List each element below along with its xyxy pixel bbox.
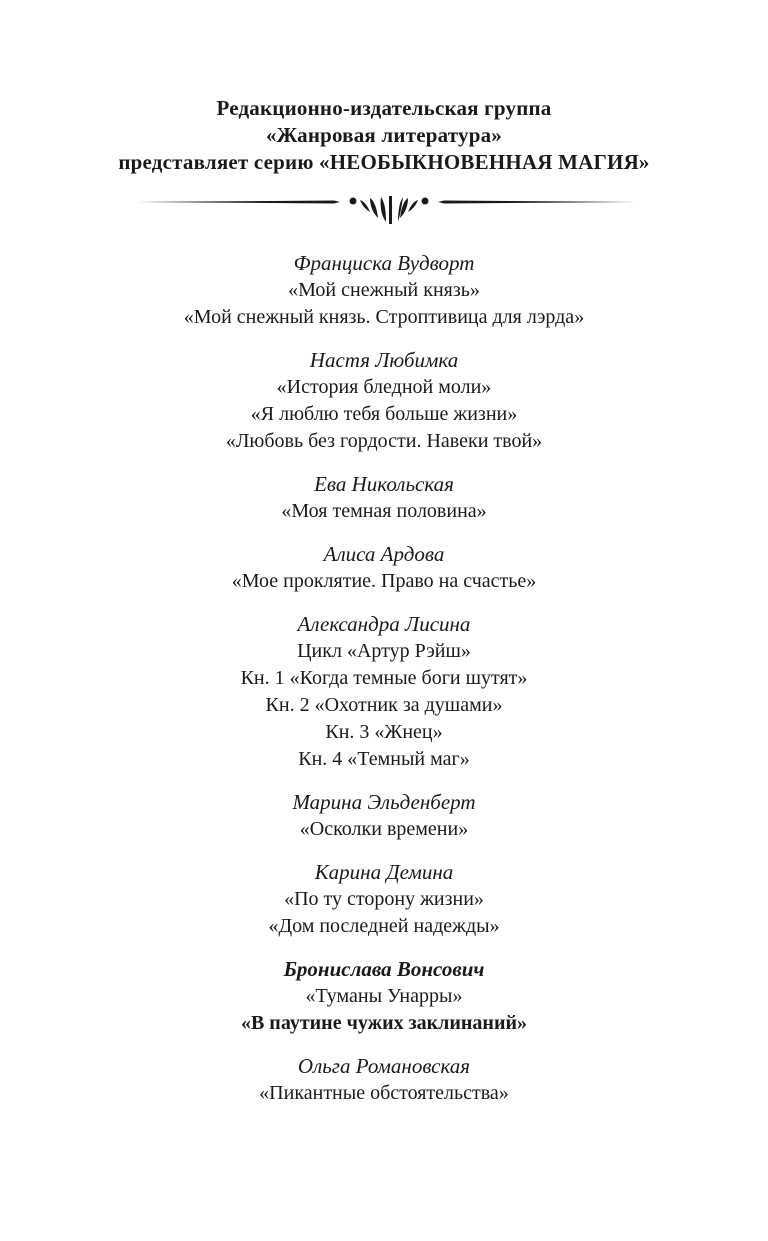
book-title: Цикл «Артур Рэйш» [297,640,471,662]
book-title: «Туманы Унарры» [305,985,463,1007]
book-title: «Мое проклятие. Право на счастье» [231,570,537,592]
series-header [0,95,768,176]
author-list [0,250,768,1123]
author-block [0,347,768,455]
book-title: «Пикантные обстоятельства» [259,1082,509,1104]
author-block [0,250,768,331]
publisher-group-line: Редакционно-издательская группа [216,96,552,120]
author-block [0,956,768,1037]
divider-right-rule [438,201,642,204]
book-title: «Дом последней надежды» [268,915,500,937]
ornamental-fleuron-icon [350,196,429,224]
author-name: Марина Эльденберт [292,790,476,814]
book-title: Кн. 2 «Охотник за душами» [265,694,503,716]
author-name: Карина Демина [314,860,454,884]
author-name: Франциска Вудворт [293,251,475,275]
author-block [0,859,768,940]
author-name: Ева Никольская [314,472,454,496]
book-title: «Мой снежный князь» [288,279,480,301]
book-title: «В паутине чужих заклинаний» [240,1012,528,1034]
author-block [0,611,768,773]
author-block [0,789,768,843]
author-block [0,541,768,595]
series-title-line: представляет серию «НЕОБЫКНОВЕННАЯ МАГИЯ» [118,150,650,174]
author-name: Настя Любимка [309,348,459,372]
author-block [0,471,768,525]
author-name: Бронислава Вонсович [283,957,485,981]
genre-literature-line: «Жанровая литература» [265,123,503,147]
book-title: «Моя темная половина» [281,500,487,522]
divider-left-rule [136,201,340,204]
ornamental-divider [134,192,644,226]
book-title: «История бледной моли» [276,376,492,398]
book-title: «Любовь без гордости. Навеки твой» [225,430,543,452]
author-name: Алиса Ардова [323,542,445,566]
author-name: Александра Лисина [297,612,471,636]
book-title: Кн. 4 «Темный маг» [298,748,470,770]
author-name: Ольга Романовская [297,1054,471,1078]
author-block [0,1053,768,1107]
book-title: «Я люблю тебя больше жизни» [250,403,518,425]
book-title: «Мой снежный князь. Строптивица для лэрда» [183,306,585,328]
book-title: «Осколки времени» [299,818,469,840]
book-title: Кн. 3 «Жнец» [325,721,443,743]
book-title: «По ту сторону жизни» [284,888,484,910]
book-title: Кн. 1 «Когда темные боги шутят» [240,667,528,689]
